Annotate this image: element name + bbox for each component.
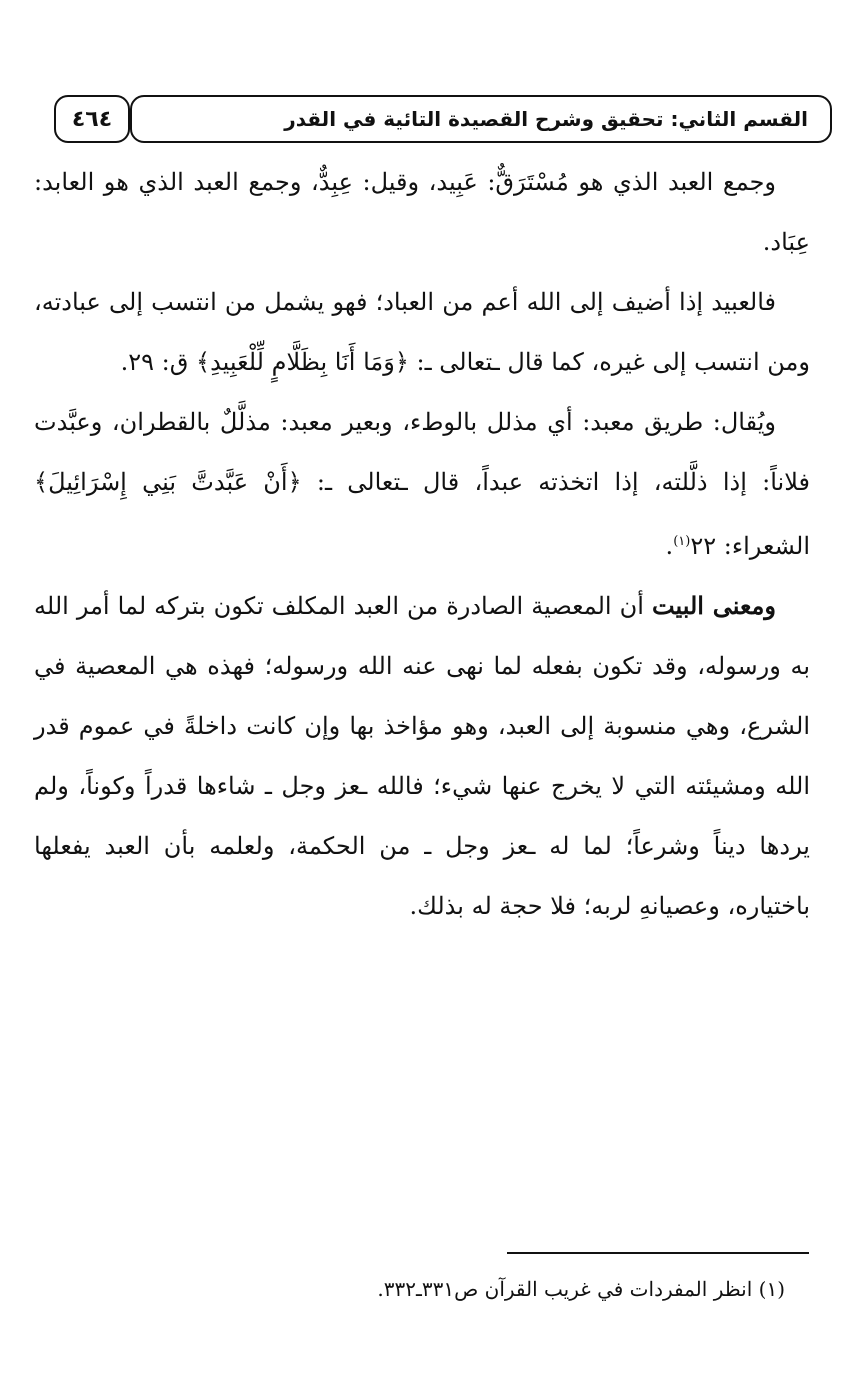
footnote-divider (507, 1252, 809, 1254)
footnote-text: انظر المفردات في غريب القرآن ص٣٣١ـ٣٣٢. (377, 1277, 753, 1301)
paragraph-3 (34, 392, 810, 576)
footnote-1 (225, 1275, 785, 1303)
paragraph-4-text: أن المعصية الصادرة من العبد المكلف تكون بتركه لما أمر الله به ورسوله، وقد تكون بفعله لما نهى عنه الله ورسوله؛ فهذه هي المعصية في الشرع، وهي منسوبة إلى العبد، وهو مؤاخذ بها وإن كانت داخلةً في عموم قدر الله ومشيئته التي لا يخرج عنها شيء؛ فالله ـعز وجل ـ شاءها قدراً وكوناً، ولم يردها ديناً وشرعاً؛ لما له ـعز وجل ـ من الحكمة، ولعلمه بأن العبد يفعلها باختياره، وعصيانهِ لربه؛ فلا حجة له بذلك. (34, 592, 810, 920)
paragraph-4-lead: ومعنى البيت (651, 591, 777, 620)
paragraph-4 (34, 576, 810, 936)
paragraph-1-text: وجمع العبد الذي هو مُسْتَرَقٌّ: عَبِيد، وقيل: عِبِدٌّ، وجمع العبد الذي هو العابد: عِبَاد. (34, 168, 810, 256)
chapter-title: القسم الثاني: تحقيق وشرح القصيدة التائية في القدر (284, 107, 808, 131)
paragraph-3-end: . (665, 532, 674, 560)
chapter-title-box (130, 95, 832, 143)
paragraph-1 (34, 152, 810, 272)
paragraph-2-text: فالعبيد إذا أضيف إلى الله أعم من العباد؛ فهو يشمل من انتسب إلى عبادته، ومن انتسب إلى غيره، كما قال ـتعالى ـ: ﴿وَمَا أَنَا بِظَلَّامٍ لِّلْعَبِيدِ﴾ ق: ٢٩. (34, 288, 810, 376)
paragraph-2 (34, 272, 810, 392)
page-number-box (54, 95, 130, 143)
paragraph-3-text: ويُقال: طريق معبد: أي مذلل بالوطء، وبعير معبد: مذلَّلٌ بالقطران، وعبَّدت فلاناً: إذا ذلَّلته، إذا اتخذته عبداً، قال ـتعالى ـ: ﴿أَنْ عَبَّدتَّ بَنِي إِسْرَائِيلَ﴾ الشعراء: ٢٢ (34, 408, 810, 560)
main-text (34, 152, 810, 936)
running-header (34, 95, 832, 145)
footnote-reference: (١) (673, 534, 691, 549)
page-number: ٤٦٤ (71, 106, 113, 132)
footnote-marker: (١) (758, 1277, 785, 1301)
